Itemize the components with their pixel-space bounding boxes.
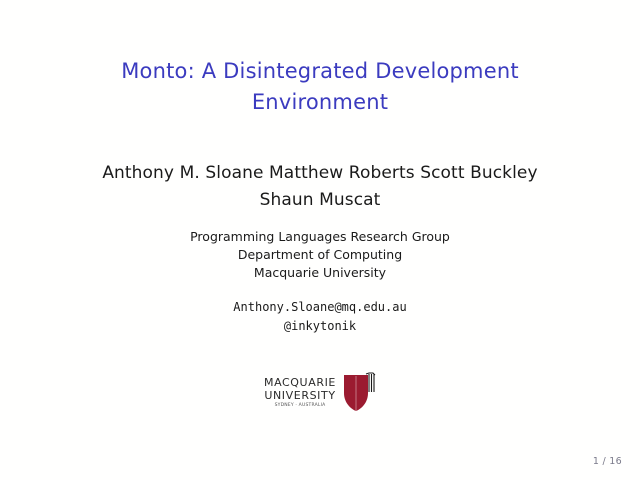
page-number: 1 / 16 bbox=[592, 456, 622, 467]
institution-logo bbox=[0, 372, 640, 412]
logo-wordmark bbox=[264, 376, 336, 409]
logo-inner bbox=[264, 372, 376, 412]
title-line-2: Environment bbox=[251, 90, 389, 114]
page-title bbox=[0, 56, 640, 118]
logo-tagline: SYDNEY · AUSTRALIA bbox=[274, 402, 326, 408]
affiliation-line-1: Programming Languages Research Group bbox=[190, 229, 450, 244]
authors-line-1: Anthony M. Sloane Matthew Roberts Scott Buckley bbox=[102, 163, 538, 183]
contact-handle: @inkytonik bbox=[283, 319, 357, 333]
affiliation-line-2: Department of Computing bbox=[237, 247, 403, 262]
contact-details bbox=[0, 298, 640, 336]
authors-line-2: Shaun Muscat bbox=[259, 190, 381, 210]
affiliation bbox=[0, 228, 640, 282]
authors bbox=[0, 160, 640, 214]
affiliation-line-3: Macquarie University bbox=[253, 265, 387, 280]
logo-word-macquarie: MACQUARIE bbox=[264, 375, 336, 389]
title-line-1: Monto: A Disintegrated Development bbox=[121, 59, 519, 83]
contact-email: Anthony.Sloane@mq.edu.au bbox=[233, 300, 407, 314]
macquarie-lion-icon bbox=[342, 372, 376, 412]
logo-word-university: UNIVERSITY bbox=[264, 388, 336, 402]
